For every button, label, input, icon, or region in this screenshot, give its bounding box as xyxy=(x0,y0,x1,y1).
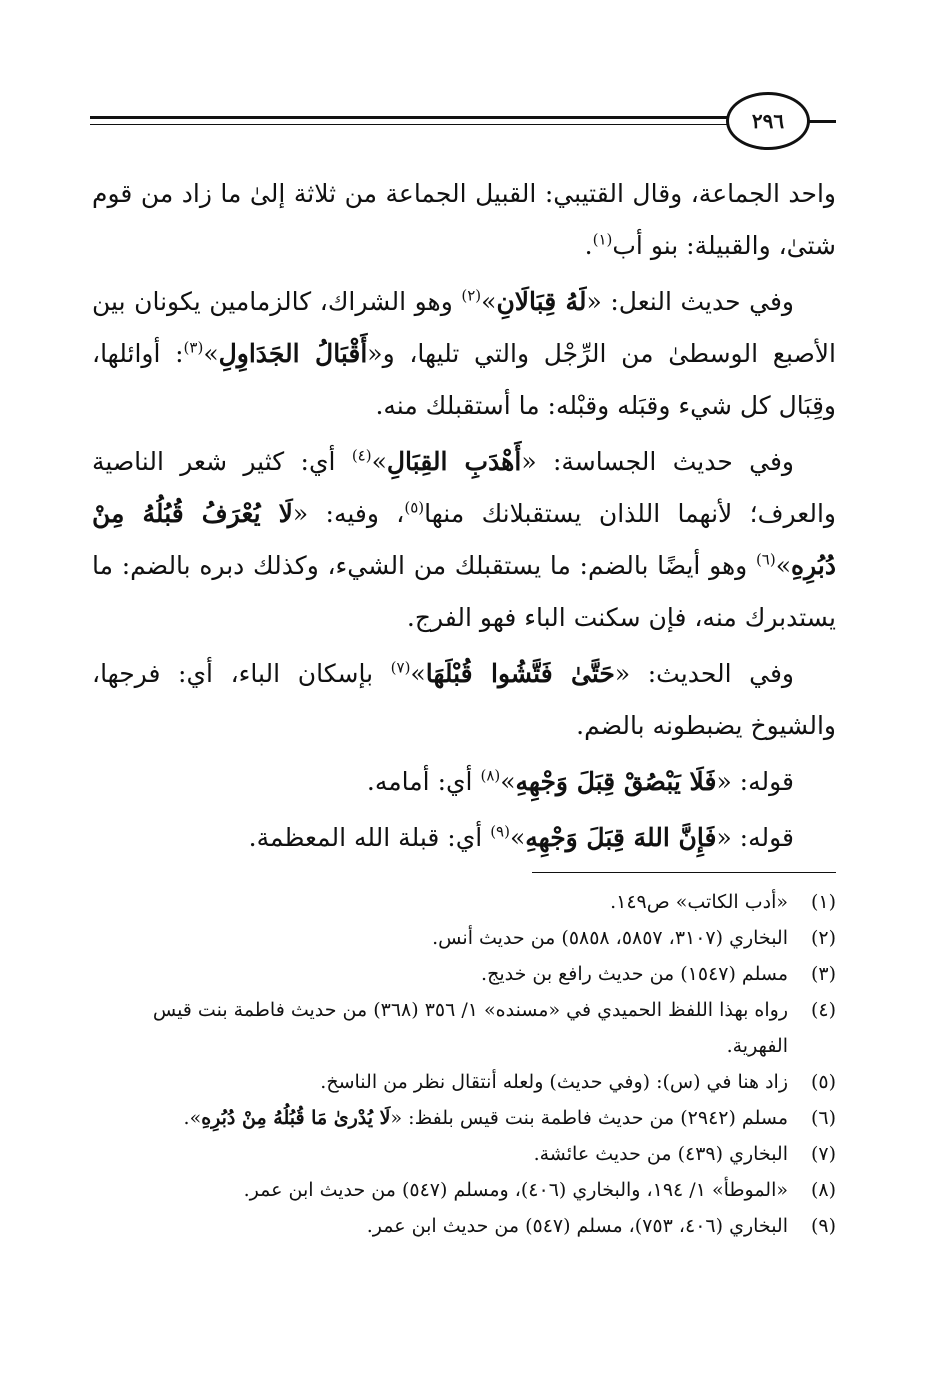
paragraph xyxy=(92,168,836,272)
text-run: البخاري (٤٣٩) من حديث عائشة. xyxy=(533,1143,788,1165)
text-run: مسلم (١٥٤٧) من حديث رافع بن خديج. xyxy=(481,963,788,985)
footnote-item xyxy=(96,1064,836,1100)
footnote-item xyxy=(96,920,836,956)
footnote-item xyxy=(96,1172,836,1208)
footnote-text xyxy=(96,920,788,956)
footnote-text xyxy=(96,956,788,992)
footnote-text xyxy=(96,1100,788,1136)
header-rule-thick xyxy=(90,116,730,119)
text-run: «أدب الكاتب» ص١٤٩. xyxy=(610,891,788,913)
paragraph xyxy=(92,436,836,644)
footnote-item xyxy=(96,1208,836,1244)
text-run: واحد الجماعة، وقال القتيبي: القبيل الجماعة من ثلاثة إلىٰ ما زاد من قوم شتىٰ، والقبيلة: بنو أب xyxy=(92,179,836,260)
text-run: «الموطأ» ١/ ١٩٤، والبخاري (٤٠٦)، ومسلم (٥٤٧) من حديث ابن عمر. xyxy=(243,1179,788,1201)
text-run: قوله: « xyxy=(716,767,794,796)
page-number: ٢٩٦ xyxy=(726,92,810,150)
text-run: أي: أمامه. xyxy=(366,767,481,796)
footnote-ref: (٩) xyxy=(490,822,510,841)
text-run: بإسكان الباء، أي: فرجها، والشيوخ يضبطونه بالضم. xyxy=(92,659,836,740)
footnote-number: (٩) xyxy=(810,1215,836,1237)
footnote-item xyxy=(96,1136,836,1172)
text-run: ، وفيه: « xyxy=(292,499,405,528)
text-run: » xyxy=(481,287,497,316)
footnote-ref: (٨) xyxy=(480,766,501,785)
text-run: مسلم (٢٩٤٢) من حديث فاطمة بنت قيس بلفظ: « xyxy=(390,1107,788,1129)
footnote-ref: (٦) xyxy=(755,550,776,569)
footnote-number: (٦) xyxy=(810,1107,836,1129)
footnote-number: (١) xyxy=(810,891,836,913)
text-run: » xyxy=(410,659,426,688)
text-run: وهو الشراك، كالزمامين يكونان بين الأصبع الوسطىٰ من الرِّجْل والتي تليها، و« xyxy=(92,287,836,368)
text-run: رواه بهذا اللفظ الحميدي في «مسنده» ١/ ٣٥٦ (٣٦٨) من حديث فاطمة بنت قيس الفهرية. xyxy=(152,999,788,1057)
footnote-ref: (٥) xyxy=(404,498,425,517)
paragraph xyxy=(92,756,836,808)
hadith-quote: لَا يُعْرَفُ قُبُلُهُ مِنْ دُبُرِهِ xyxy=(92,499,836,580)
footnote-text xyxy=(96,1136,788,1172)
main-text xyxy=(92,168,836,868)
paragraph xyxy=(92,648,836,752)
footnote-ref: (١) xyxy=(592,230,613,249)
footnote-item xyxy=(96,956,836,992)
footnote-ref: (٣) xyxy=(183,338,204,357)
footnote-text xyxy=(96,1208,788,1244)
text-run: » xyxy=(371,447,387,476)
header-rule-right xyxy=(806,120,836,123)
footnote-item xyxy=(96,884,836,920)
header-rule-thin xyxy=(90,124,730,125)
footnote-text xyxy=(96,1064,788,1100)
footnote-item xyxy=(96,1100,836,1136)
footnote-text xyxy=(96,992,788,1064)
text-run: » xyxy=(509,823,526,852)
text-run: ». xyxy=(183,1107,202,1129)
footnote-number: (٨) xyxy=(810,1179,836,1201)
footnotes xyxy=(96,884,836,1244)
text-run: » xyxy=(203,339,219,368)
text-run: » xyxy=(500,767,516,796)
footnote-number: (٢) xyxy=(810,927,836,949)
text-run: قوله: « xyxy=(716,823,794,852)
text-run: زاد هنا في (س): (وفي حديث) ولعله أنتقال نظر من الناسخ. xyxy=(320,1071,788,1093)
paragraph xyxy=(92,812,836,864)
text-run: . xyxy=(584,231,593,260)
hadith-quote: حَتَّىٰ فَتَّشُوا قُبْلَهَا xyxy=(425,659,615,688)
footnote-ref: (٢) xyxy=(461,286,482,305)
text-run: : أوائلها، وقِبَال كل شيء وقبَله وقبْله: ما أستقبلك منه. xyxy=(92,339,836,420)
footnote-number: (٣) xyxy=(810,963,836,985)
footnote-number: (٤) xyxy=(810,999,836,1021)
hadith-quote: فَإِنَّ اللهَ قِبَلَ وَجْهِهِ xyxy=(525,823,717,852)
hadith-quote: أَهْدَبِ القِبَالِ xyxy=(386,447,522,476)
footnote-item xyxy=(96,992,836,1064)
text-run: البخاري (٣١٠٧، ٥٨٥٧، ٥٨٥٨) من حديث أنس. xyxy=(432,927,788,949)
page-header xyxy=(90,80,836,155)
hadith-quote: أَقْبَالُ الجَدَاوِلِ xyxy=(218,339,368,368)
footnote-separator xyxy=(532,872,836,873)
text-run: أي: قبلة الله المعظمة. xyxy=(248,823,491,852)
text-run: وهو أيضًا بالضم: ما يستقبلك من الشيء، وكذلك دبره بالضم: ما يستدبرك منه، فإن سكنت الباء فهو الفرج. xyxy=(92,551,836,632)
text-run: وفي حديث الجساسة: « xyxy=(521,447,794,476)
footnote-number: (٥) xyxy=(810,1071,836,1093)
hadith-quote: فَلَا يَبْصُقْ قِبَلَ وَجْهِهِ xyxy=(515,767,717,796)
text-run: » xyxy=(775,551,792,580)
hadith-quote: لَهُ قِبَالَانِ xyxy=(496,287,587,316)
text-run: البخاري (٤٠٦، ٧٥٣)، مسلم (٥٤٧) من حديث ابن عمر. xyxy=(366,1215,788,1237)
paragraph xyxy=(92,276,836,432)
footnote-text xyxy=(96,884,788,920)
footnote-ref: (٧) xyxy=(390,658,411,677)
hadith-quote: لَا يُدْرىٰ مَا قُبُلُهُ مِنْ دُبُرِهِ xyxy=(201,1107,391,1129)
text-run: أي: كثير شعر الناصية والعرف؛ لأنهما اللذان يستقبلانك منها xyxy=(92,447,836,528)
footnote-number: (٧) xyxy=(810,1143,836,1165)
text-run: وفي الحديث: « xyxy=(614,659,794,688)
text-run: وفي حديث النعل: « xyxy=(586,287,794,316)
footnote-ref: (٤) xyxy=(351,446,372,465)
footnote-text xyxy=(96,1172,788,1208)
